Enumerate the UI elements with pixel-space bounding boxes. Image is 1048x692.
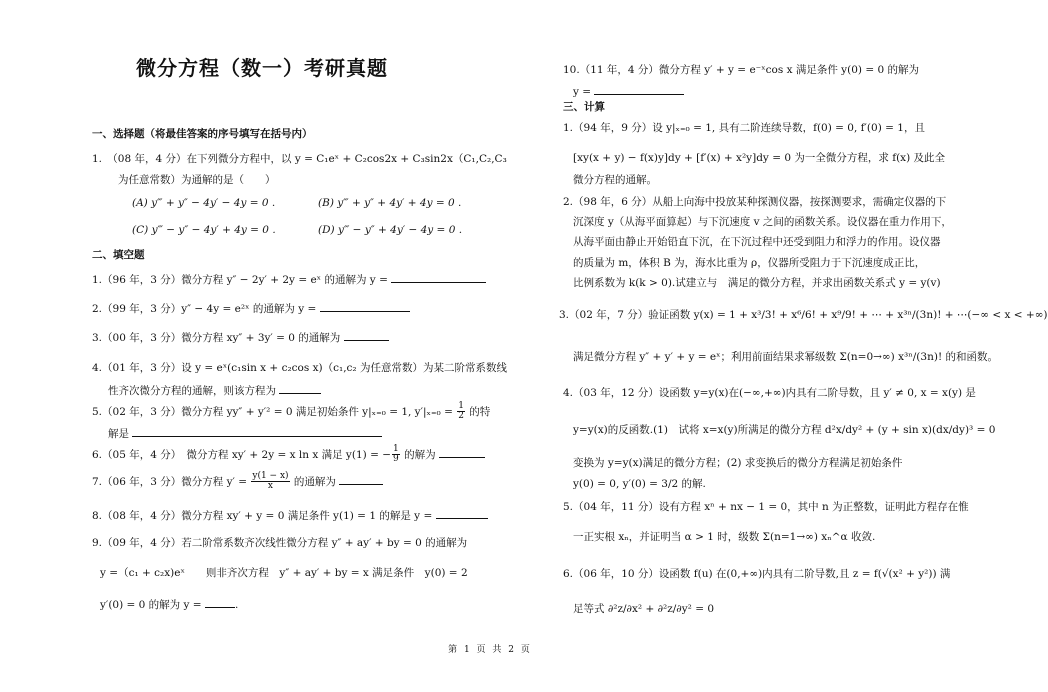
section-fill-in: 二、填空题 — [92, 249, 145, 261]
calc-question-2-line5: 比例系数为 k(k > 0).试建立与 满足的微分方程，并求出函数关系式 y = y(v) — [573, 277, 941, 289]
answer-blank — [205, 597, 235, 608]
calc-question-3-line1: 3.（02 年，7 分）验证函数 y(x) = 1 + x³/3! + x⁶/6! + x⁹/9! + ⋯ + x³ⁿ/(3n)! + ⋯(−∞ < x < +∞) — [559, 309, 1048, 321]
answer-blank — [320, 301, 410, 312]
answer-blank — [279, 383, 321, 394]
calc-question-6-line2: 足等式 ∂²z/∂x² + ∂²z/∂y² = 0 — [573, 603, 715, 615]
mc-option-b: (B) y‴ + y″ + 4y′ + 4y = 0 . — [318, 197, 462, 209]
calc-question-5-line1: 5.（04 年，11 分）设有方程 xⁿ + nx − 1 = 0，其中 n 为正整数，证明此方程存在惟 — [563, 501, 969, 513]
calc-question-2-line1: 2.（98 年，6 分）从船上向海中投放某种探测仪器，按探测要求，需确定仪器的下 — [563, 196, 947, 208]
calc-question-5-line2: 一正实根 xₙ，并证明当 α > 1 时，级数 Σ(n=1→∞) xₙ^α 收敛. — [573, 531, 876, 543]
fill-question-10-line2: y = — [573, 84, 684, 99]
fill-question-1: 1.（96 年，3 分）微分方程 y″ − 2y′ + 2y = eˣ 的通解为 y = — [92, 272, 486, 287]
calc-question-4-line1: 4.（03 年，12 分）设函数 y=y(x)在(−∞,+∞)内具有二阶导数，且 y′ ≠ 0, x = x(y) 是 — [563, 387, 976, 399]
answer-blank — [439, 447, 485, 458]
fill-question-3: 3.（00 年，3 分）微分方程 xy″ + 3y′ = 0 的通解为 — [92, 330, 389, 345]
mc-option-c: (C) y‴ − y″ − 4y′ + 4y = 0 . — [132, 224, 276, 236]
fraction: $\frac{1}{2}$ — [458, 401, 464, 422]
fill-question-4-line1: 4.（01 年，3 分）设 y = eˣ(c₁sin x + c₂cos x)（c₁,c₂ 为任意常数）为某二阶常系数线 — [92, 362, 507, 374]
answer-blank — [594, 84, 684, 95]
fill-question-8: 8.（08 年，4 分）微分方程 xy′ + y = 0 满足条件 y(1) = 1 的解是 y = — [92, 508, 488, 523]
mc-option-a: (A) y‴ + y″ − 4y′ − 4y = 0 . — [132, 197, 276, 209]
page-footer: 第 1 页 共 2 页 — [448, 645, 532, 655]
calc-question-6-line1: 6.（06 年，10 分）设函数 f(u) 在(0,+∞)内具有二阶导数,且 z = f(√(x² + y²)) 满 — [563, 568, 951, 580]
fill-question-2: 2.（99 年，3 分）y″ − 4y = e²ˣ 的通解为 y = — [92, 301, 410, 316]
fill-question-5-line1: 5.（02 年，3 分）微分方程 yy″ + y′² = 0 满足初始条件 y|ₓ₌₀ = 1, y′|ₓ₌₀ = $\frac{1}{2}$ 的特 — [92, 401, 491, 422]
fill-question-7: 7.（06 年，3 分）微分方程 y′ = $\frac{y(1 - x)}{x}$ 的通解为 — [92, 472, 383, 492]
fill-question-6: 6.（05 年，4 分） 微分方程 xy′ + 2y = x ln x 满足 y(1) = − $\frac{1}{9}$ 的解为 — [92, 445, 485, 465]
fill-question-9-line3: y′(0) = 0 的解为 y = . — [100, 599, 239, 611]
answer-blank — [132, 426, 382, 437]
calc-question-4-line3: 变换为 y=y(x)满足的微分方程；(2) 求变换后的微分方程满足初始条件 — [573, 457, 903, 469]
mc-question-1-line2: 为任意常数）为通解的是（ ） — [118, 174, 276, 186]
page-title: 微分方程（数一）考研真题 — [136, 56, 388, 80]
section-multiple-choice: 一、选择题（将最佳答案的序号填写在括号内） — [92, 128, 313, 140]
fraction: $\frac{1}{9}$ — [393, 444, 399, 465]
calc-question-2-line3: 从海平面由静止开始铅直下沉，在下沉过程中还受到阻力和浮力的作用。设仪器 — [573, 236, 941, 248]
calc-question-1-line1: 1.（94 年，9 分）设 y|ₓ₌₀ = 1, 具有二阶连续导数，f(0) = 0, f′(0) = 1，且 — [563, 122, 925, 134]
section-calculation: 三、计算 — [563, 101, 605, 113]
fill-question-9-line1: 9.（09 年，4 分）若二阶常系数齐次线性微分方程 y″ + ay′ + by = 0 的通解为 — [92, 537, 468, 549]
calc-question-3-line2: 满足微分方程 y″ + y′ + y = eˣ；利用前面结果求幂级数 Σ(n=0→∞) x³ⁿ/(3n)! 的和函数。 — [573, 351, 999, 363]
calc-question-1-line2: [xy(x + y) − f(x)y]dy + [f′(x) + x²y]dy = 0 为一全微分方程，求 f(x) 及此全 — [573, 152, 946, 164]
fill-question-10-line1: 10.（11 年，4 分）微分方程 y′ + y = e⁻ˣcos x 满足条件 y(0) = 0 的解为 — [563, 64, 919, 76]
fill-question-4-line2: 性齐次微分方程的通解，则该方程为 — [108, 383, 321, 398]
calc-question-4-line4: y(0) = 0, y′(0) = 3/2 的解. — [573, 478, 706, 490]
fill-question-9-line2: y =（c₁ + c₂x)eˣ 则非齐次方程 y″ + ay′ + by = x 满足条件 y(0) = 2 — [100, 567, 468, 579]
fill-question-5-line2: 解是 — [108, 426, 382, 441]
calc-question-2-line4: 的质量为 m，体积 B 为，海水比重为 ρ，仪器所受阻力于下沉速度成正比， — [573, 257, 926, 269]
answer-blank — [436, 508, 488, 519]
answer-blank — [339, 474, 383, 485]
answer-blank — [344, 330, 389, 341]
answer-blank — [391, 272, 486, 283]
fraction: $\frac{y(1 - x)}{x}$ — [252, 471, 289, 492]
mc-option-d: (D) y‴ − y″ + 4y′ − 4y = 0 . — [318, 224, 463, 236]
calc-question-4-line2: y=y(x)的反函数.(1) 试将 x=x(y)所满足的微分方程 d²x/dy² + (y + sin x)(dx/dy)³ = 0 — [573, 424, 996, 436]
calc-question-1-line3: 微分方程的通解。 — [573, 174, 657, 186]
calc-question-2-line2: 沉深度 y（从海平面算起）与下沉速度 v 之间的函数关系。设仪器在重力作用下， — [573, 216, 952, 228]
mc-question-1-line1: 1. （08 年，4 分）在下列微分方程中，以 y = C₁eˣ + C₂cos2x + C₃sin2x（C₁,C₂,C₃ — [92, 153, 507, 165]
